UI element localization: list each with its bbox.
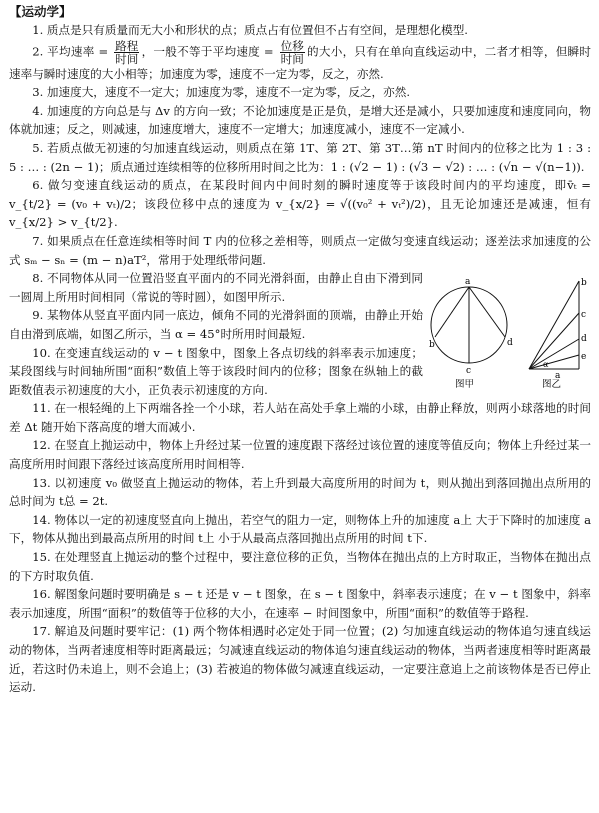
caption-jia: 图甲 xyxy=(455,379,475,391)
label-jia-d: d xyxy=(507,338,513,349)
item-4: 4. 加速度的方向总是与 Δv 的方向一致；不论加速度是正是负，是增大还是减小，只要加速度和速度同向，物体就加速；反之，则减速，加速度增大，速度不一定增大；加速度减小，速度不一定减小. xyxy=(9,103,591,137)
item-11: 11. 在一根轻绳的上下两端各拴一个小球，若人站在高处手拿上端的小球，由静止释放，则两小球落地的时间差 Δt 随开始下落高度的增大而减小. xyxy=(9,401,591,434)
label-jia-a: a xyxy=(465,277,471,288)
item-15: 15. 在处理竖直上抛运动的整个过程中，要注意位移的正负，当物体在抛出点的上方时取正，当物体在抛出点的下方时取负值. xyxy=(9,550,591,583)
section-header: 【运动学】 xyxy=(9,4,72,19)
figure-svg xyxy=(429,273,591,391)
figure-jia-yi xyxy=(429,273,591,391)
item-5: 5. 若质点做无初速的匀加速直线运动，则质点在第 1T、第 2T、第 3T…第 nT 时间内的位移之比为 1 : 3 : 5 : … : (2n − 1)；质点通过连续相等的位移所用时间之比为：1 : (√2 − 1) : (√3 − √2) : … : (√n − √(n−1)). xyxy=(9,140,591,174)
item-13: 13. 以初速度 v₀ 做竖直上抛运动的物体，若上升到最大高度所用的时间为 t，则从抛出到落回抛出点所用的总时间为 t总 = 2t. xyxy=(9,475,591,509)
label-yi-a: a xyxy=(555,371,561,382)
item-16: 16. 解图象问题时要明确是 s − t 还是 v − t 图象，在 s − t 图象中，斜率表示速度；在 v − t 图象中，斜率表示加速度，所围“面积”的数值等于位移的大小，在速率 − 时间图象中，所围“面积”的数值等于路程. xyxy=(9,587,591,620)
item-3: 3. 加速度大，速度不一定大；加速度为零，速度不一定为零，反之，亦然. xyxy=(32,85,411,100)
label-jia-c: c xyxy=(466,366,472,377)
label-yi-c: c xyxy=(581,310,587,321)
item-14: 14. 物体以一定的初速度竖直向上抛出，若空气的阻力一定，则物体上升的加速度 a上 大于下降时的加速度 a下，物体从抛出到最高点所用的时间 t上 小于从最高点落回抛出点所用的时间 t下. xyxy=(9,512,591,546)
item-17: 17. 解追及问题时要牢记：(1) 两个物体相遇时必定处于同一位置；(2) 匀加速直线运动的物体追匀速直线运动的物体，当两者速度相等时距离最远；匀减速直线运动的物体追匀速直线运动的物体，当两者速度相等时距离最近，若这时仍未追上，则不会追上；(3) 若被追的物体做匀减速直线运动，一定要注意追上之前该物体是否已停止运动. xyxy=(9,624,591,695)
label-yi-d: d xyxy=(581,334,587,345)
item-7: 7. 如果质点在任意连续相等时间 T 内的位移之差相等，则质点一定做匀变速直线运动；逐差法求加速度的公式 sₘ − sₙ = (m − n)aT²，常用于处理纸带问题. xyxy=(9,233,591,267)
caption-yi: 图乙 xyxy=(542,379,562,391)
item-10: 10. 在变速直线运动的 v − t 图象中，图象上各点切线的斜率表示加速度；某段图线与时间轴所围“面积”数值上等于该段时间内的位移；图象在纵轴上的截距数值表示初速度的大小，正负表示初速度的方向. xyxy=(9,345,423,397)
item-8: 8. 不同物体从同一位置沿竖直平面内的不同光滑斜面，由静止自由下滑到同一圆周上所用时间相同（常说的等时圆），如图甲所示. xyxy=(9,271,423,304)
item-1: 1. 质点是只有质量而无大小和形状的点；质点占有位置但不占有空间，是理想化模型. xyxy=(32,23,468,37)
label-yi-b: b xyxy=(581,278,587,289)
item-2: 2. 平均速率 = $\frac{\text{路程}}{\text{时间}}$ ，一般不等于平均速度 = $\frac{\text{位移}}{\text{时间}}$ 的大小，只有在单向直线运动中，二者才相等，但瞬时速率与瞬时速度的大小相等；加速度为零，速度不一定为零，反之，亦然. xyxy=(9,38,591,81)
label-yi-e: e xyxy=(581,352,587,363)
fraction-displacement-time: $\frac{\text{位移}}{\text{时间}}$ xyxy=(280,38,304,66)
label-jia-b: b xyxy=(429,340,435,351)
item-9: 9. 某物体从竖直平面内同一底边，倾角不同的光滑斜面的顶端，由静止开始自由滑到底端，如图乙所示，当 α = 45°时所用时间最短. xyxy=(9,308,423,341)
item-6: 6. 做匀变速直线运动的质点，在某段时间内中间时刻的瞬时速度等于该段时间内的平均速度，即v̄ₜ = v_{t/2} = (v₀ + vₜ)/2；该段位移中点的速度为 v_{x/2} = √((v₀² + vₜ²)/2)，且无论加速还是减速，恒有 v_{x/2} > v_{t/2}. xyxy=(9,178,591,230)
item-12: 12. 在竖直上抛运动中，物体上升经过某一位置的速度跟下落经过该位置的速度等值反向；物体上升经过某一高度所用时间跟下落经过该高度所用时间相等. xyxy=(9,438,591,472)
fraction-distance-time: $\frac{\text{路程}}{\text{时间}}$ xyxy=(115,38,139,66)
label-yi-alpha: α xyxy=(543,360,549,370)
